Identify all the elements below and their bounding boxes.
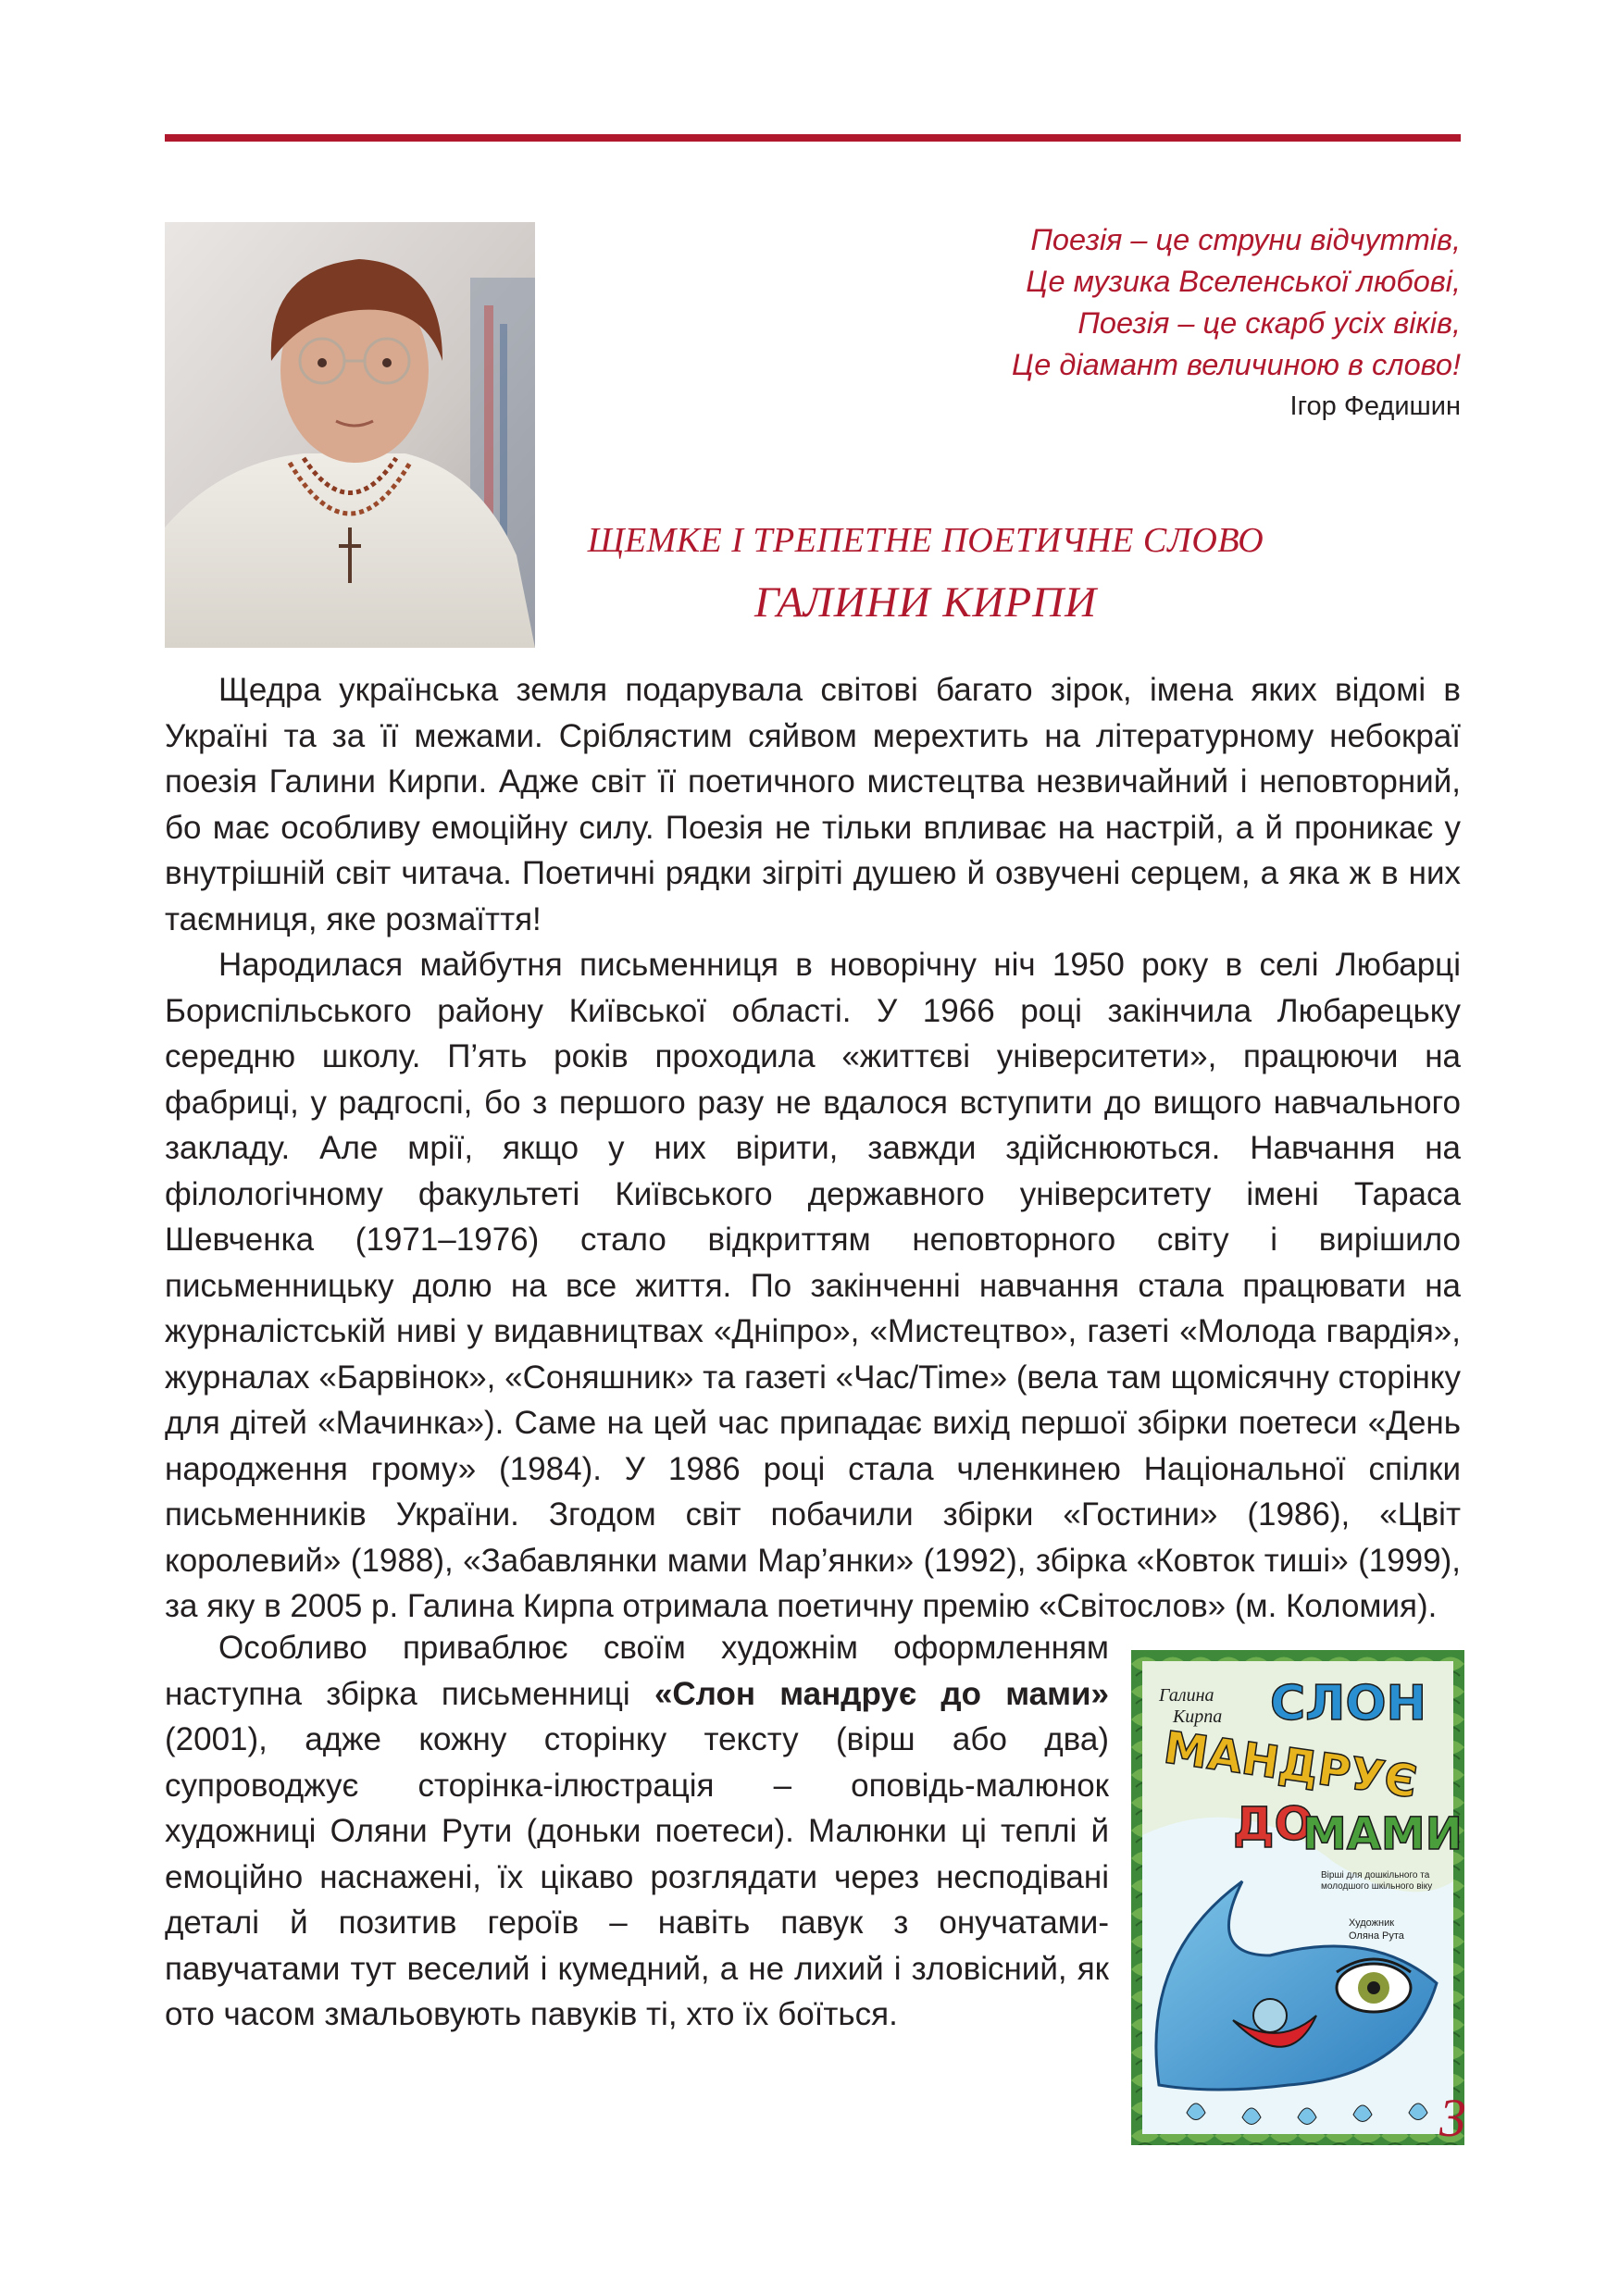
epigraph-line: Це музика Вселенської любові,: [1026, 265, 1461, 298]
heading-line-2: ГАЛИНИ КИРПИ: [753, 578, 1098, 627]
paragraph: Народилася майбутня письменниця в новорічну ніч 1950 року в селі Любарці Бориспільського району Київської області. У 1966 році закінчила Любарецьку середню школу. П’ять років проходила «життєві університети», працюючи на фабриці, у радгоспі, бо з першого разу не вдалося вступити до вищого навчального закладу. Але мрії, якщо у них вірити, завжди здійснюються. Навчання на філологічному факультеті Київського державного університету імені Тараса Шевченка (1971–1976) стало відкриттям неповторного світу і вирішило письменницьку долю на все життя. По закінченні навчання стала працювати на журналістській ниві у видавництвах «Дніпро», «Мистецтво», газеті «Молода гвардія», журналах «Барвінок», «Соняшник» та газеті «Час/Time» (вела там щомісячну сторінку для дітей «Мачинка»). Саме на цей час припадає вихід першої збірки поетеси «День народження грому» (1984). У 1986 році стала членкинею Національної спілки письменників України. Згодом світ побачили збірки «Гостини» (1986), «Цвіт королевий» (1988), «Забавлянки мами Мар’янки» (1992), збірка «Ковток тиші» (1999), за яку в 2005 р. Галина Кирпа отримала поетичну премію «Світослов» (м. Коломия).: [165, 947, 1461, 1624]
paragraph: [165, 1625, 1109, 2038]
epigraph-line: Це діамант величиною в слово!: [1011, 348, 1461, 381]
top-rule: [165, 134, 1461, 142]
book-title-bold: «Слон мандрує до мами»: [654, 1675, 1109, 1712]
page-number: 3: [1439, 2088, 1466, 2148]
paragraph-text: Особливо приваблює своїм художнім оформленням наступна збірка письменниці: [165, 1630, 1109, 1712]
author-portrait: [165, 222, 535, 648]
epigraph-line: Поезія – це струни відчуттів,: [1030, 223, 1461, 256]
paragraph-with-book: [165, 1625, 1109, 2038]
cover-title-word: СЛОН: [1270, 1676, 1427, 1731]
cover-illustrator-name: Оляна Рута: [1349, 1930, 1404, 1942]
epigraph-line: Поезія – це скарб усіх віків,: [1077, 306, 1461, 340]
paragraph: Щедра українська земля подарувала світові багато зірок, імена яких відомі в Україні та за її межами. Сріблястим сяйвом мерехтить на літературному небокраї поезія Галини Кирпи. Адже світ її поетичного мистецтва незвичайний і неповторний, бо має особливу емоційну силу. Поезія не тільки впливає на настрій, а й проникає у внутрішній світ читача. Поетичні рядки зігріті душею й озвучені серцем, а яка ж в них таємниця, яке розмаїття!: [165, 672, 1461, 937]
article-heading: [555, 518, 1296, 629]
book-cover-image: [1131, 1650, 1464, 2145]
cover-author-last: Кирпа: [1173, 1706, 1223, 1727]
cover-illustrator-label: Художник: [1349, 1917, 1395, 1929]
epigraph: [720, 219, 1461, 425]
cover-subtitle: Вірші для дошкільного та молодшого шкільного віку: [1321, 1870, 1433, 1892]
heading-line-1: ЩЕМКЕ І ТРЕПЕТНЕ ПОЕТИЧНЕ СЛОВО: [587, 521, 1264, 560]
article-body: [165, 667, 1461, 1630]
cover-author-first: Галина: [1159, 1685, 1214, 1706]
cover-title-word: ДО: [1233, 1797, 1314, 1851]
cover-title-word: МАНДРУЄ: [1160, 1721, 1421, 1809]
epigraph-author: Ігор Федишин: [1289, 391, 1461, 421]
paragraph-text: (2001), адже кожну сторінку тексту (вірш або два) супроводжує сторінка-ілюстрація – оповідь-малюнок художниці Оляни Рути (доньки поетеси). Малюнки ці теплі й емоційно наснажені, їх цікаво розглядати через несподівані деталі й позитив героїв – навіть павук з онучатами-павучатами тут веселий і кумедний, а не лихий і зловісний, як ото часом змальовують павуків ті, хто їх боїться.: [165, 1721, 1109, 2032]
cover-title-word: МАМИ: [1302, 1808, 1463, 1860]
